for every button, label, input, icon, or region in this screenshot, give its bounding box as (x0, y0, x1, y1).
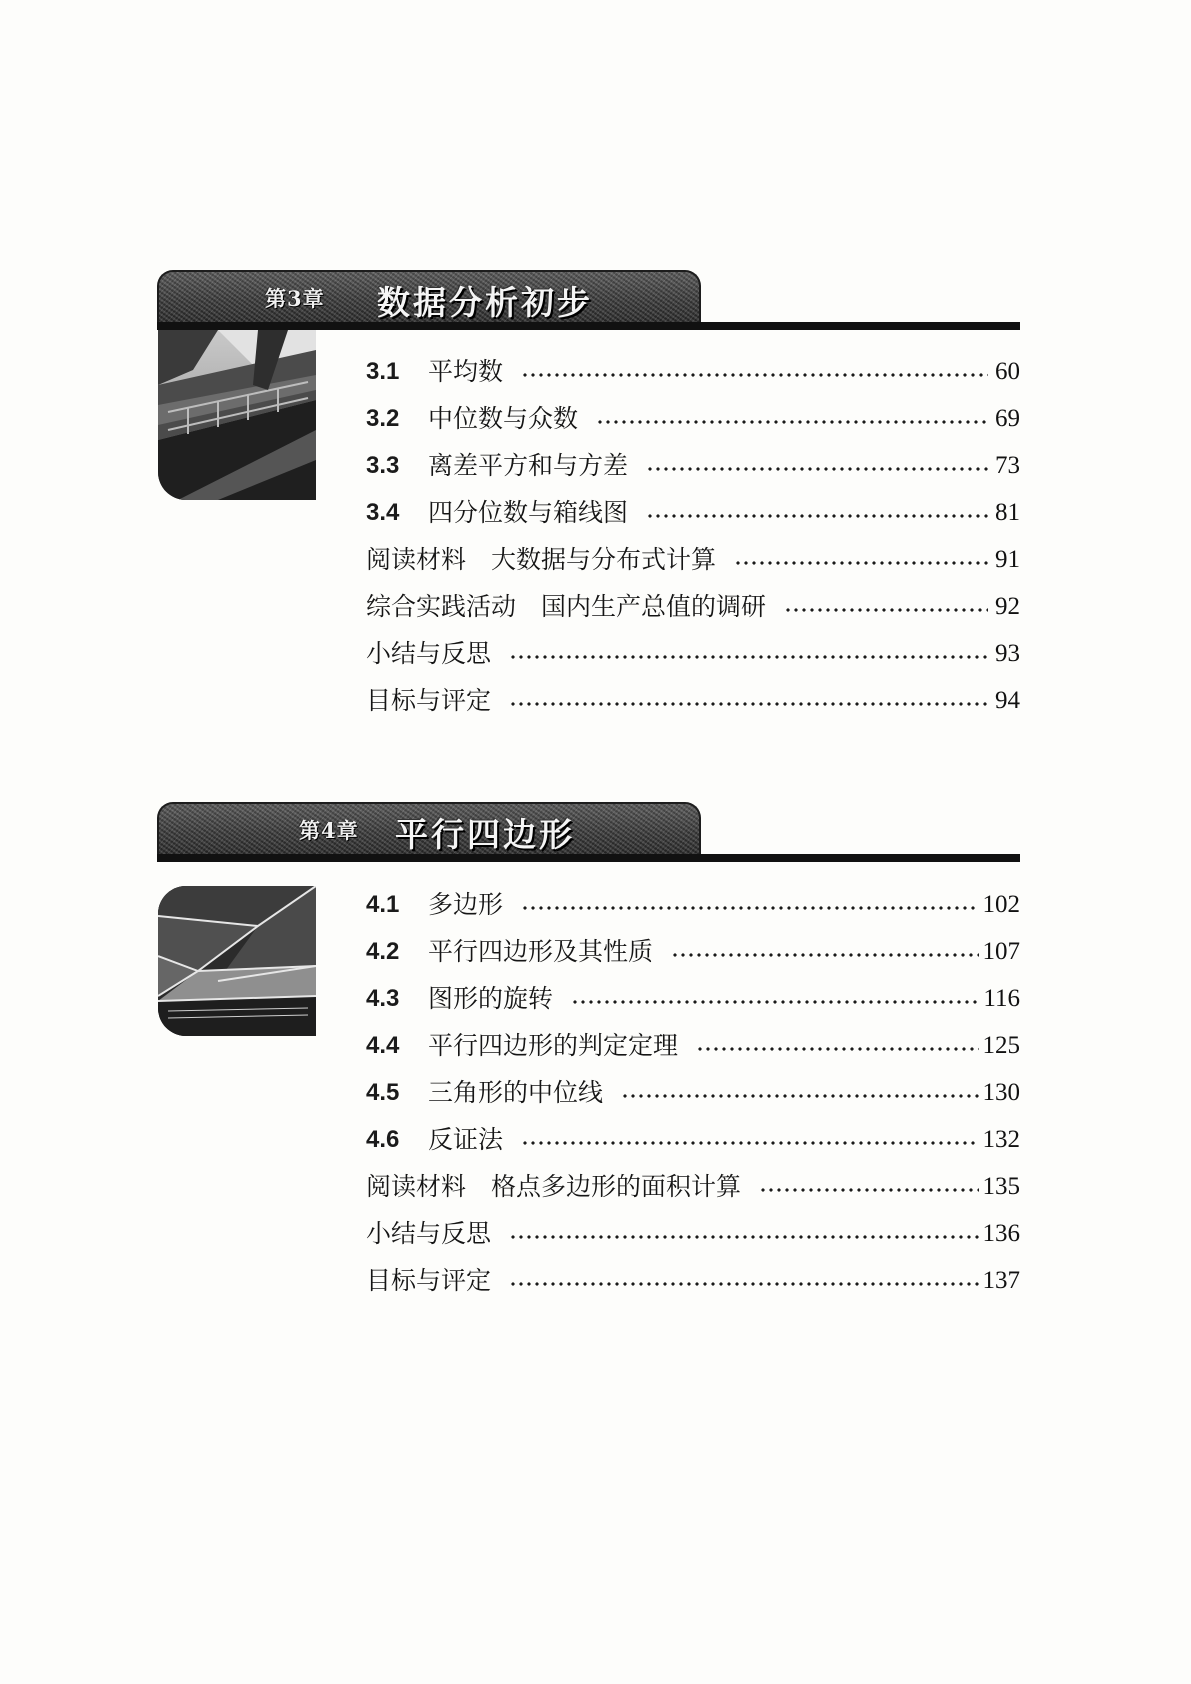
toc-page: 125 (982, 1031, 1020, 1059)
toc-title: 多边形 (428, 889, 504, 919)
dot-leader (521, 906, 978, 910)
toc-title: 三角形的中位线 (428, 1077, 604, 1107)
chapter-4-rule (157, 854, 1020, 862)
toc-entry-3-1[interactable] (366, 348, 1020, 395)
dot-leader (671, 953, 978, 957)
chapter-4-label: 第4章 (299, 818, 359, 843)
toc-page: 92 (995, 592, 1020, 620)
toc-title: 阅读材料 格点多边形的面积计算 (366, 1171, 742, 1201)
toc-entry-3-2[interactable] (366, 395, 1020, 442)
toc-entry-4-2[interactable] (366, 928, 1020, 975)
toc-page: 81 (995, 498, 1020, 526)
toc-page: 73 (995, 451, 1020, 479)
chapter-3-rule (157, 322, 1020, 330)
toc-entry-4-reading[interactable] (366, 1163, 1020, 1210)
toc-title: 综合实践活动 国内生产总值的调研 (366, 591, 767, 621)
toc-number: 4.5 (366, 1078, 400, 1106)
toc-page: 132 (982, 1125, 1020, 1153)
chapter-3-toc (366, 348, 1020, 724)
toc-entry-4-3[interactable] (366, 975, 1020, 1022)
dot-leader (696, 1047, 978, 1051)
toc-title: 平行四边形的判定定理 (428, 1030, 679, 1060)
toc-number: 3.4 (366, 498, 400, 526)
chapter-3-title: 数据分析初步 (377, 283, 593, 322)
toc-title: 反证法 (428, 1124, 504, 1154)
toc-entry-3-reading[interactable] (366, 536, 1020, 583)
toc-page: 135 (982, 1172, 1020, 1200)
toc-page: 136 (982, 1219, 1020, 1247)
dot-leader (521, 1141, 978, 1145)
toc-page: 107 (982, 937, 1020, 965)
toc-number: 4.6 (366, 1125, 400, 1153)
toc-page: 93 (995, 639, 1020, 667)
toc-page: 69 (995, 404, 1020, 432)
toc-title: 离差平方和与方差 (428, 450, 629, 480)
toc-title: 中位数与众数 (428, 403, 579, 433)
dot-leader (646, 514, 988, 518)
toc-number: 4.3 (366, 984, 400, 1012)
toc-entry-4-6[interactable] (366, 1116, 1020, 1163)
dot-leader (509, 1282, 978, 1286)
toc-number: 4.4 (366, 1031, 400, 1059)
chapter-3-banner (157, 270, 701, 324)
toc-page: 102 (982, 890, 1020, 918)
toc-title: 小结与反思 (366, 1218, 492, 1248)
chapter-3-photo (158, 330, 316, 500)
toc-title: 平均数 (428, 356, 504, 386)
toc-title: 小结与反思 (366, 638, 492, 668)
dot-leader (596, 420, 988, 424)
toc-entry-3-practice[interactable] (366, 583, 1020, 630)
toc-title: 阅读材料 大数据与分布式计算 (366, 544, 717, 574)
toc-page: 60 (995, 357, 1020, 385)
toc-page: 130 (982, 1078, 1020, 1106)
toc-entry-4-1[interactable] (366, 881, 1020, 928)
dot-leader (509, 1235, 978, 1239)
toc-entry-3-goals[interactable] (366, 677, 1020, 724)
toc-page: 137 (982, 1266, 1020, 1294)
dot-leader (784, 608, 988, 612)
toc-page: 94 (995, 686, 1020, 714)
toc-title: 图形的旋转 (428, 983, 554, 1013)
chapter-4-photo (158, 886, 316, 1036)
toc-number: 3.3 (366, 451, 400, 479)
toc-page: 91 (995, 545, 1020, 573)
chapter-4-toc (366, 881, 1020, 1304)
dot-leader (646, 467, 988, 471)
toc-number: 4.1 (366, 890, 400, 918)
chapter-4-banner (157, 802, 701, 856)
toc-entry-3-summary[interactable] (366, 630, 1020, 677)
toc-page: 116 (983, 984, 1020, 1012)
dot-leader (509, 702, 988, 706)
toc-entry-3-4[interactable] (366, 489, 1020, 536)
dot-leader (621, 1094, 978, 1098)
toc-entry-4-4[interactable] (366, 1022, 1020, 1069)
dot-leader (571, 1000, 979, 1004)
dot-leader (509, 655, 988, 659)
toc-title: 目标与评定 (366, 685, 492, 715)
chapter-4-title: 平行四边形 (395, 815, 575, 854)
dot-leader (734, 561, 988, 565)
dot-leader (759, 1188, 978, 1192)
toc-title: 四分位数与箱线图 (428, 497, 629, 527)
chapter-4-photo-graphic (158, 886, 316, 1036)
toc-entry-4-5[interactable] (366, 1069, 1020, 1116)
toc-entry-4-goals[interactable] (366, 1257, 1020, 1304)
chapter-3-photo-graphic (158, 330, 316, 500)
toc-title: 目标与评定 (366, 1265, 492, 1295)
toc-number: 3.2 (366, 404, 400, 432)
dot-leader (521, 373, 988, 377)
toc-number: 4.2 (366, 937, 400, 965)
toc-number: 3.1 (366, 357, 400, 385)
toc-entry-3-3[interactable] (366, 442, 1020, 489)
toc-entry-4-summary[interactable] (366, 1210, 1020, 1257)
toc-title: 平行四边形及其性质 (428, 936, 654, 966)
chapter-3-label: 第3章 (265, 286, 325, 311)
